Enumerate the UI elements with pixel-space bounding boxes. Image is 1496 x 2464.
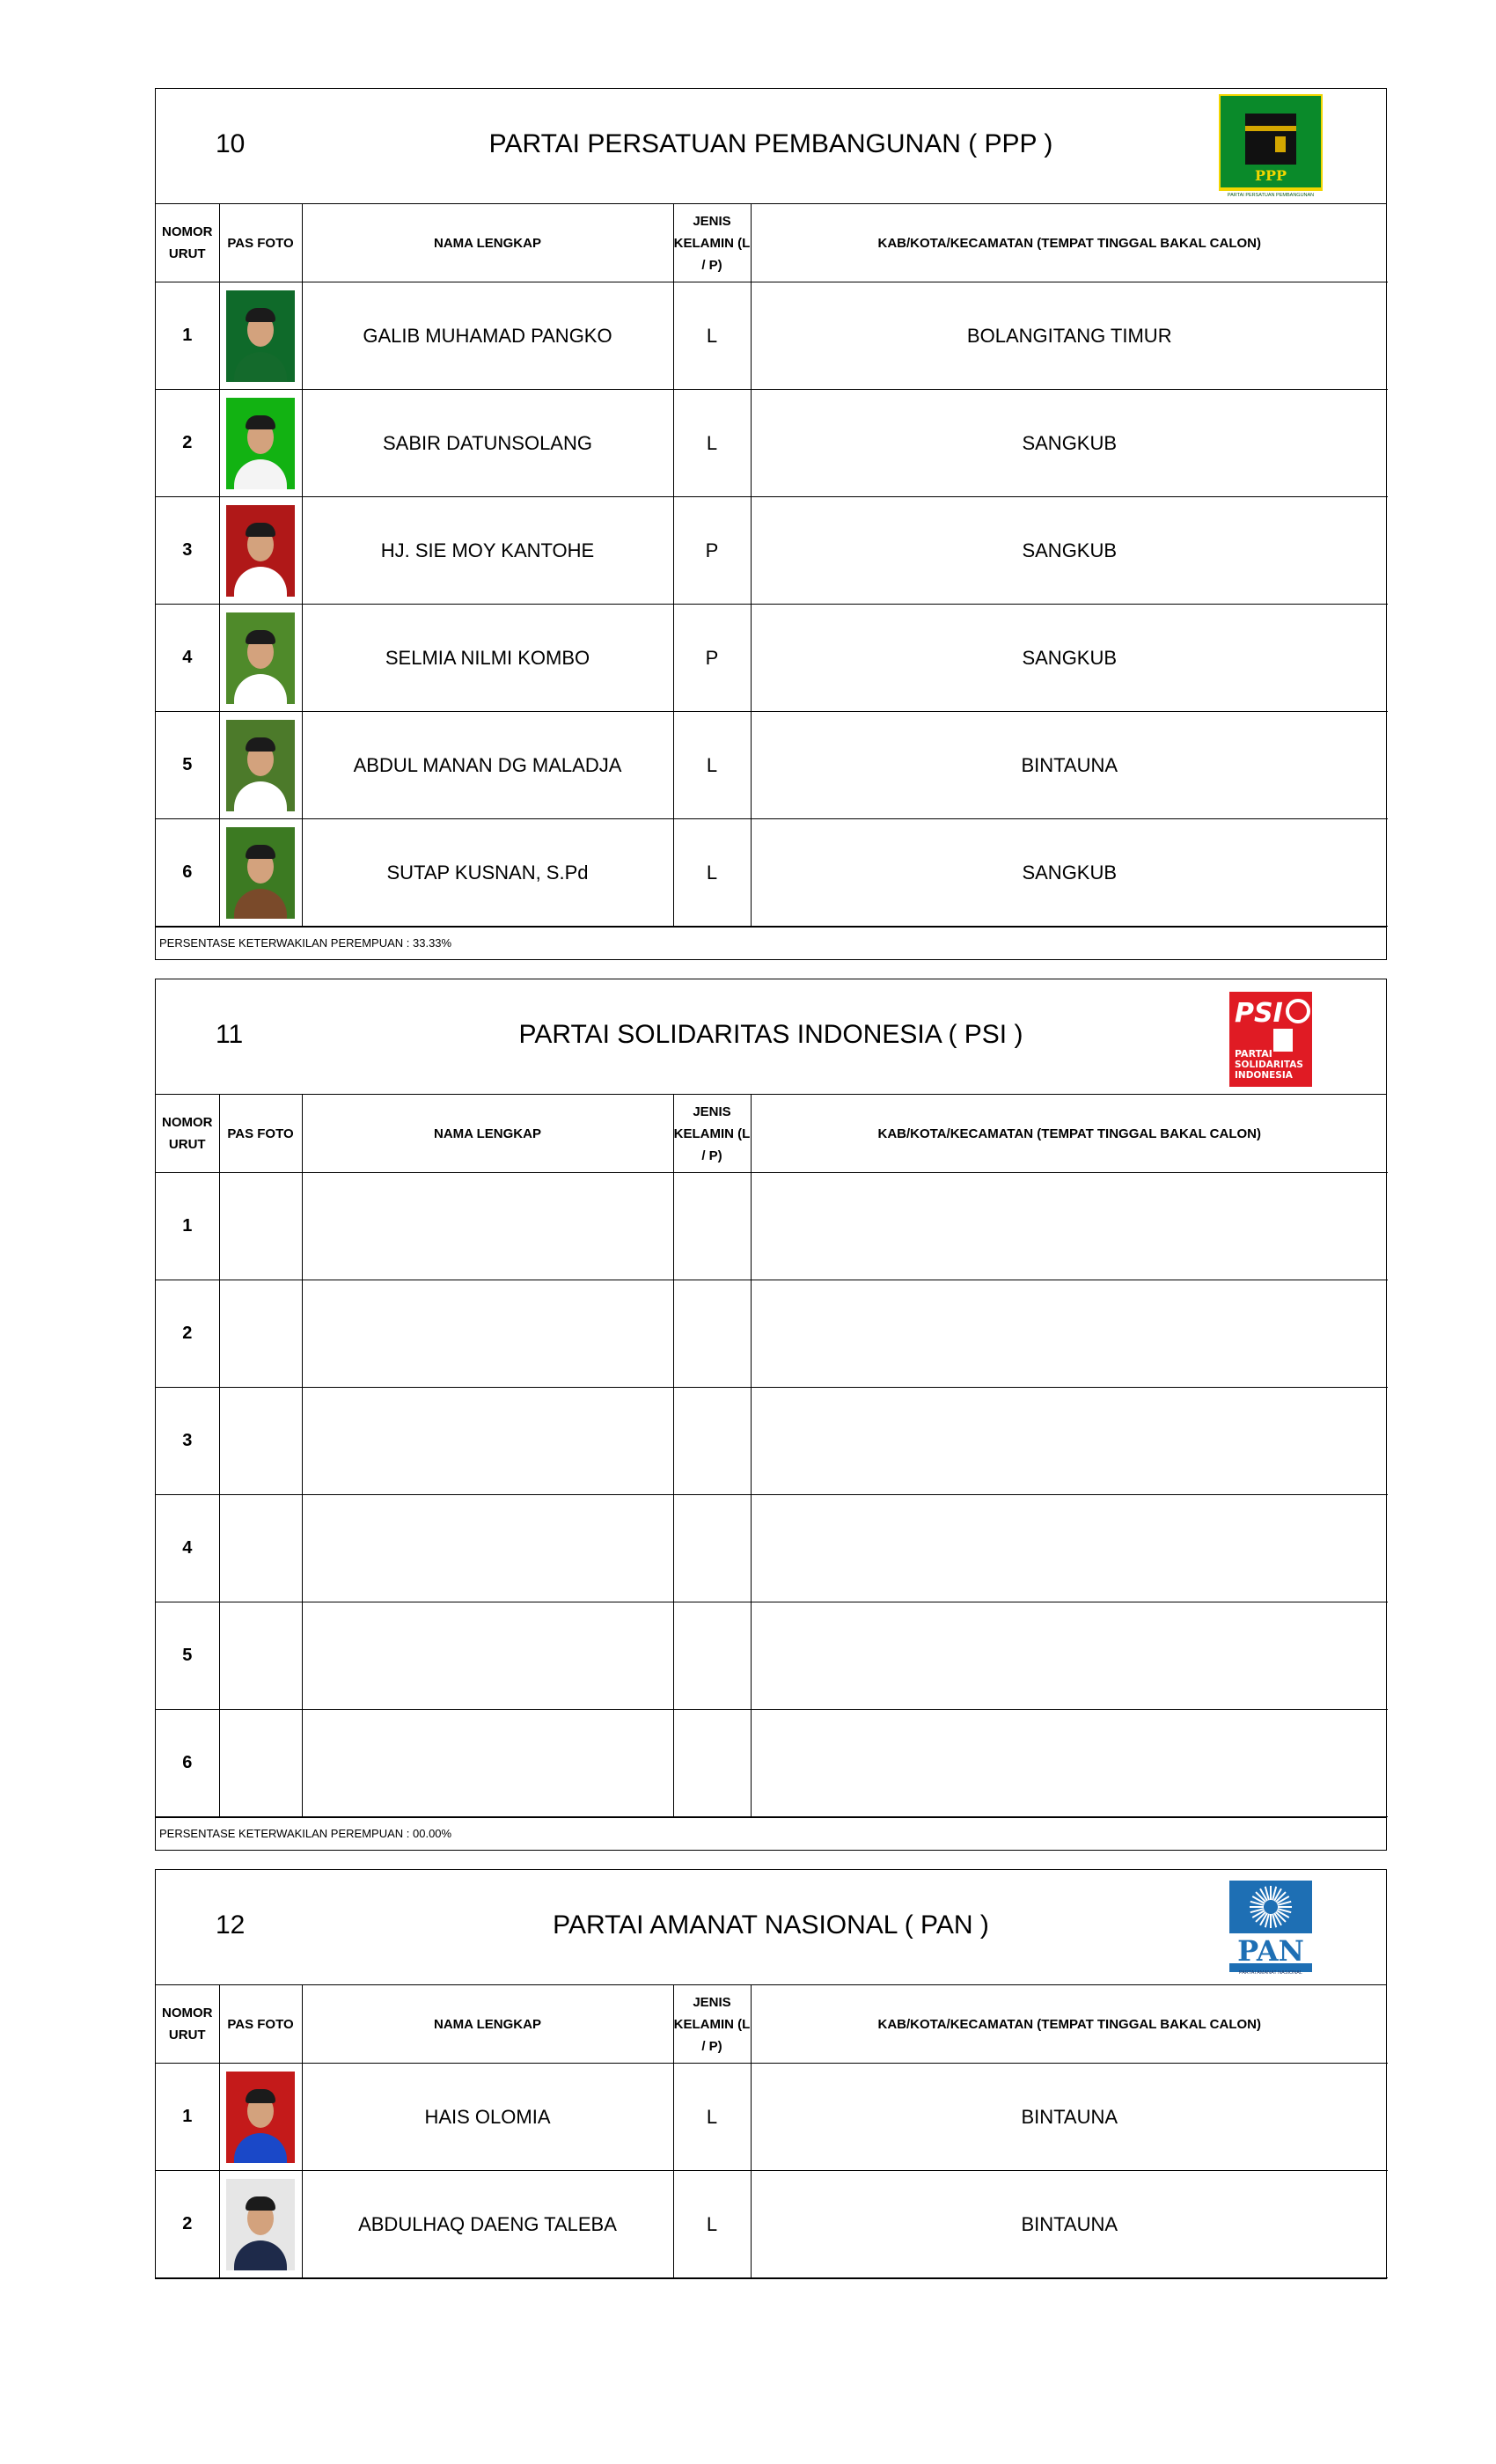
- candidate-gender: L: [673, 282, 751, 390]
- candidate-photo-cell: [219, 1495, 302, 1602]
- candidate-name: [302, 1280, 673, 1388]
- candidate-photo-cell: [219, 390, 302, 497]
- col-header-photo: PAS FOTO: [219, 1985, 302, 2064]
- candidate-gender: P: [673, 605, 751, 712]
- svg-text:INDONESIA: INDONESIA: [1235, 1070, 1293, 1081]
- candidate-region: SANGKUB: [751, 497, 1388, 605]
- candidate-table: [156, 1985, 1388, 2278]
- candidate-number: 1: [156, 1173, 219, 1280]
- col-header-photo: PAS FOTO: [219, 204, 302, 282]
- candidate-number: 1: [156, 282, 219, 390]
- table-header-row: [156, 1985, 1388, 2064]
- party-header: [156, 1870, 1386, 1985]
- pan-logo: [1219, 1875, 1323, 1979]
- col-header-name: NAMA LENGKAP: [302, 204, 673, 282]
- candidate-gender: [673, 1280, 751, 1388]
- candidate-photo-cell: [219, 282, 302, 390]
- photo-body: [234, 2133, 287, 2163]
- table-header-row: [156, 204, 1388, 282]
- svg-text:SOLIDARITAS: SOLIDARITAS: [1235, 1060, 1303, 1070]
- svg-text:PARTAI PERSATUAN PEMBANGUNAN: PARTAI PERSATUAN PEMBANGUNAN: [1227, 193, 1315, 198]
- party-block: [155, 88, 1387, 960]
- col-header-photo: PAS FOTO: [219, 1095, 302, 1173]
- women-representation-note: PERSENTASE KETERWAKILAN PEREMPUAN : 00.00%: [156, 1817, 1386, 1850]
- candidate-gender: P: [673, 497, 751, 605]
- candidate-table: [156, 204, 1388, 927]
- col-header-gender: JENIS KELAMIN (L / P): [673, 1985, 751, 2064]
- candidate-photo-cell: [219, 819, 302, 927]
- party-header: [156, 89, 1386, 204]
- women-representation-note: PERSENTASE KETERWAKILAN PEREMPUAN : 33.33%: [156, 927, 1386, 959]
- photo-hair: [246, 737, 275, 752]
- photo-body: [234, 459, 287, 489]
- photo-body: [234, 889, 287, 919]
- candidate-number: 2: [156, 2171, 219, 2278]
- candidate-photo: [226, 398, 295, 489]
- candidate-photo-cell: [219, 1710, 302, 1817]
- table-row: [156, 1173, 1388, 1280]
- candidate-name: [302, 1710, 673, 1817]
- party-name: PARTAI SOLIDARITAS INDONESIA ( PSI ): [518, 1020, 1023, 1049]
- candidate-name: GALIB MUHAMAD PANGKO: [302, 282, 673, 390]
- photo-hair: [246, 630, 275, 644]
- candidate-photo-cell: [219, 712, 302, 819]
- party-block: [155, 1869, 1387, 2279]
- col-header-region: KAB/KOTA/KECAMATAN (TEMPAT TINGGAL BAKAL CALON): [751, 204, 1388, 282]
- candidate-photo-cell: [219, 1280, 302, 1388]
- candidate-gender: L: [673, 390, 751, 497]
- candidate-photo: [226, 720, 295, 811]
- party-number: 12: [216, 1910, 246, 1940]
- candidate-photo-cell: [219, 1602, 302, 1710]
- table-row: [156, 390, 1388, 497]
- candidate-gender: L: [673, 819, 751, 927]
- candidate-name: [302, 1173, 673, 1280]
- candidate-gender: [673, 1388, 751, 1495]
- candidate-photo-cell: [219, 497, 302, 605]
- candidate-region: SANGKUB: [751, 819, 1388, 927]
- candidate-number: 4: [156, 605, 219, 712]
- candidate-table: [156, 1095, 1388, 1817]
- candidate-photo: [226, 290, 295, 382]
- svg-text:PPP: PPP: [1254, 167, 1287, 184]
- table-row: [156, 1710, 1388, 1817]
- candidate-photo: [226, 2179, 295, 2270]
- candidate-gender: [673, 1173, 751, 1280]
- candidate-number: 5: [156, 1602, 219, 1710]
- candidate-number: 3: [156, 497, 219, 605]
- svg-text:PAN: PAN: [1237, 1934, 1304, 1968]
- col-header-gender: JENIS KELAMIN (L / P): [673, 204, 751, 282]
- svg-text:PARTAI: PARTAI: [1235, 1048, 1272, 1060]
- candidate-region: BINTAUNA: [751, 712, 1388, 819]
- candidate-number: 5: [156, 712, 219, 819]
- col-header-no: NOMOR URUT: [156, 1095, 219, 1173]
- photo-body: [234, 781, 287, 811]
- col-header-no: NOMOR URUT: [156, 1985, 219, 2064]
- ppp-logo: [1219, 94, 1323, 198]
- candidate-name: [302, 1388, 673, 1495]
- col-header-name: NAMA LENGKAP: [302, 1985, 673, 2064]
- table-row: [156, 1280, 1388, 1388]
- table-row: [156, 819, 1388, 927]
- candidate-photo: [226, 505, 295, 597]
- party-header: [156, 979, 1386, 1095]
- candidate-photo-cell: [219, 1173, 302, 1280]
- candidate-name: [302, 1602, 673, 1710]
- candidate-name: SUTAP KUSNAN, S.Pd: [302, 819, 673, 927]
- photo-hair: [246, 308, 275, 322]
- candidate-name: ABDULHAQ DAENG TALEBA: [302, 2171, 673, 2278]
- candidate-number: 6: [156, 819, 219, 927]
- photo-hair: [246, 845, 275, 859]
- candidate-name: ABDUL MANAN DG MALADJA: [302, 712, 673, 819]
- party-number: 10: [216, 129, 246, 158]
- table-row: [156, 605, 1388, 712]
- photo-hair: [246, 2196, 275, 2211]
- candidate-number: 3: [156, 1388, 219, 1495]
- table-row: [156, 282, 1388, 390]
- party-logo: [1219, 1875, 1323, 1979]
- candidate-name: HJ. SIE MOY KANTOHE: [302, 497, 673, 605]
- candidate-number: 2: [156, 1280, 219, 1388]
- svg-text:PARTAI AMANAT NASIONAL: PARTAI AMANAT NASIONAL: [1239, 1970, 1302, 1976]
- candidate-number: 4: [156, 1495, 219, 1602]
- table-row: [156, 712, 1388, 819]
- photo-body: [234, 674, 287, 704]
- candidate-photo: [226, 2072, 295, 2163]
- photo-hair: [246, 415, 275, 429]
- candidate-region: BOLANGITANG TIMUR: [751, 282, 1388, 390]
- table-row: [156, 1602, 1388, 1710]
- candidate-region: [751, 1495, 1388, 1602]
- candidate-region: [751, 1388, 1388, 1495]
- table-row: [156, 1495, 1388, 1602]
- candidate-name: [302, 1495, 673, 1602]
- col-header-region: KAB/KOTA/KECAMATAN (TEMPAT TINGGAL BAKAL CALON): [751, 1985, 1388, 2064]
- party-logo: [1219, 94, 1323, 198]
- candidate-photo-cell: [219, 1388, 302, 1495]
- candidate-name: HAIS OLOMIA: [302, 2064, 673, 2171]
- col-header-no: NOMOR URUT: [156, 204, 219, 282]
- candidate-name: SABIR DATUNSOLANG: [302, 390, 673, 497]
- candidate-number: 2: [156, 390, 219, 497]
- candidate-region: BINTAUNA: [751, 2064, 1388, 2171]
- photo-body: [234, 567, 287, 597]
- psi-logo: [1219, 985, 1323, 1089]
- table-row: [156, 1388, 1388, 1495]
- table-row: [156, 497, 1388, 605]
- party-number: 11: [216, 1020, 244, 1049]
- candidate-photo: [226, 827, 295, 919]
- candidate-gender: L: [673, 712, 751, 819]
- candidate-region: [751, 1173, 1388, 1280]
- party-name: PARTAI AMANAT NASIONAL ( PAN ): [553, 1910, 989, 1940]
- candidate-region: [751, 1602, 1388, 1710]
- col-header-name: NAMA LENGKAP: [302, 1095, 673, 1173]
- candidate-photo-cell: [219, 2171, 302, 2278]
- candidate-number: 1: [156, 2064, 219, 2171]
- candidate-number: 6: [156, 1710, 219, 1817]
- candidate-photo: [226, 612, 295, 704]
- candidate-photo-cell: [219, 2064, 302, 2171]
- photo-body: [234, 2240, 287, 2270]
- table-row: [156, 2064, 1388, 2171]
- photo-hair: [246, 2089, 275, 2103]
- svg-text:PSI: PSI: [1235, 998, 1283, 1029]
- col-header-region: KAB/KOTA/KECAMATAN (TEMPAT TINGGAL BAKAL CALON): [751, 1095, 1388, 1173]
- photo-hair: [246, 523, 275, 537]
- candidate-region: [751, 1280, 1388, 1388]
- candidate-gender: [673, 1495, 751, 1602]
- party-block: [155, 979, 1387, 1851]
- party-name: PARTAI PERSATUAN PEMBANGUNAN ( PPP ): [488, 129, 1053, 158]
- candidate-region: SANGKUB: [751, 605, 1388, 712]
- candidate-region: [751, 1710, 1388, 1817]
- candidate-region: SANGKUB: [751, 390, 1388, 497]
- candidate-gender: [673, 1602, 751, 1710]
- table-row: [156, 2171, 1388, 2278]
- candidate-photo-cell: [219, 605, 302, 712]
- candidate-gender: L: [673, 2171, 751, 2278]
- table-header-row: [156, 1095, 1388, 1173]
- candidate-name: SELMIA NILMI KOMBO: [302, 605, 673, 712]
- photo-body: [234, 352, 287, 382]
- candidate-region: BINTAUNA: [751, 2171, 1388, 2278]
- candidate-gender: L: [673, 2064, 751, 2171]
- candidate-gender: [673, 1710, 751, 1817]
- party-logo: [1219, 985, 1323, 1089]
- col-header-gender: JENIS KELAMIN (L / P): [673, 1095, 751, 1173]
